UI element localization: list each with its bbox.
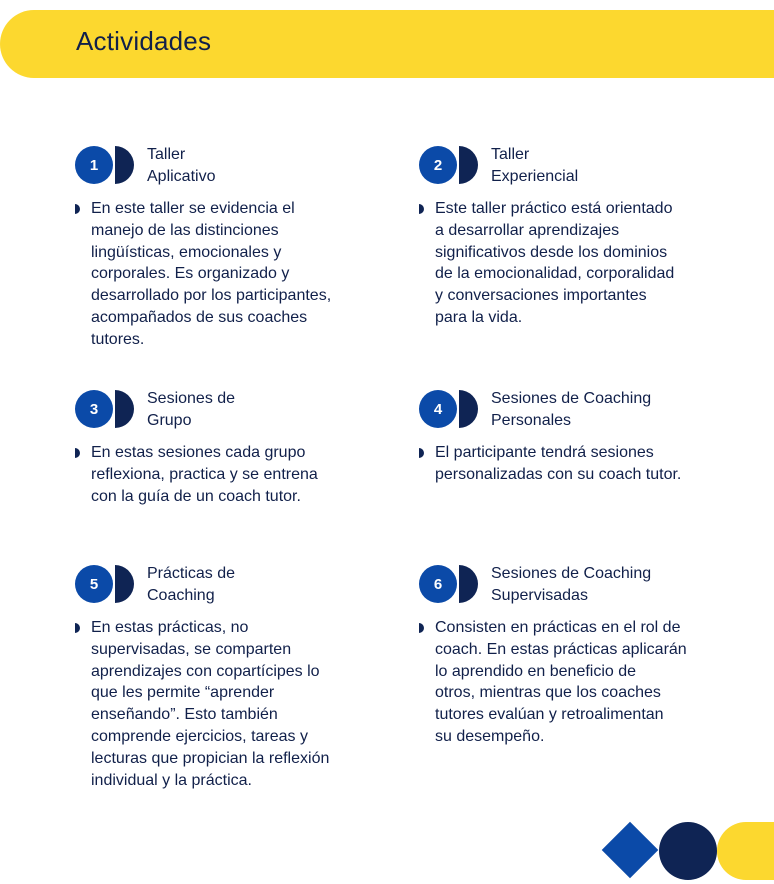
half-circle-icon: [459, 390, 478, 428]
activity-header: [419, 563, 709, 611]
activity-3: [75, 388, 365, 507]
activity-header: [75, 563, 365, 611]
activity-header: [75, 144, 365, 192]
half-circle-icon: [115, 146, 134, 184]
activity-title: Taller Experiencial: [491, 146, 579, 185]
activity-body: [419, 442, 709, 486]
activity-4: [419, 388, 709, 486]
decorative-pill: [717, 822, 774, 880]
activity-2: [419, 144, 709, 329]
activity-title: Sesiones de Grupo: [147, 390, 236, 429]
activity-body: [75, 442, 365, 507]
activity-body: [419, 198, 709, 329]
activity-title: Taller Aplicativo: [147, 146, 216, 185]
activity-body: [75, 198, 365, 351]
activity-title: Sesiones de Coaching Supervisadas: [491, 565, 652, 604]
page-title: Actividades: [76, 26, 212, 56]
activity-description: Este taller práctico está orientado a desarrollar aprendizajes significativos desde los dominios de la emocionalidad, corporalidad y conversaciones importantes para la vida.: [435, 200, 675, 326]
activity-description: Consisten en prácticas en el rol de coach. En estas prácticas aplicarán lo aprendido en beneficio de otros, mientras que los coaches tutores evalúan y retroalimentan su desempeño.: [435, 619, 687, 745]
activity-title: Sesiones de Coaching Personales: [491, 390, 652, 429]
half-circle-icon: [459, 146, 478, 184]
activity-header: [419, 144, 709, 192]
bullet-icon: [75, 204, 80, 214]
bullet-icon: [75, 623, 80, 633]
activity-description: En estas sesiones cada grupo reflexiona, practica y se entrena con la guía de un coach tutor.: [91, 444, 318, 505]
number-badge: 4: [419, 390, 457, 428]
activity-description: En estas prácticas, no supervisadas, se comparten aprendizajes con copartícipes lo que les permite “aprender enseñando”. Esto también comprende ejercicios, tareas y lecturas que propician la reflexión individual y la práctica.: [91, 619, 330, 789]
number-badge: 6: [419, 565, 457, 603]
activity-1: [75, 144, 365, 351]
bullet-icon: [419, 204, 424, 214]
activity-body: [419, 617, 709, 748]
half-circle-icon: [459, 565, 478, 603]
activity-6: [419, 563, 709, 748]
half-circle-icon: [115, 565, 134, 603]
decorative-diamond: [602, 822, 659, 879]
activity-header: [75, 388, 365, 436]
number-badge: 3: [75, 390, 113, 428]
activity-header: [419, 388, 709, 436]
bullet-icon: [419, 623, 424, 633]
number-badge: 2: [419, 146, 457, 184]
activity-body: [75, 617, 365, 791]
bullet-icon: [75, 448, 80, 458]
number-badge: 5: [75, 565, 113, 603]
activity-5: [75, 563, 365, 791]
half-circle-icon: [115, 390, 134, 428]
decorative-circle: [659, 822, 717, 880]
number-badge: 1: [75, 146, 113, 184]
activity-description: El participante tendrá sesiones personalizadas con su coach tutor.: [435, 444, 682, 483]
activity-description: En este taller se evidencia el manejo de las distinciones lingüísticas, emocionales y corporales. Es organizado y desarrollado por los participantes, acompañados de sus coaches tutores.: [91, 200, 332, 348]
bullet-icon: [419, 448, 424, 458]
activity-title: Prácticas de Coaching: [147, 565, 236, 604]
